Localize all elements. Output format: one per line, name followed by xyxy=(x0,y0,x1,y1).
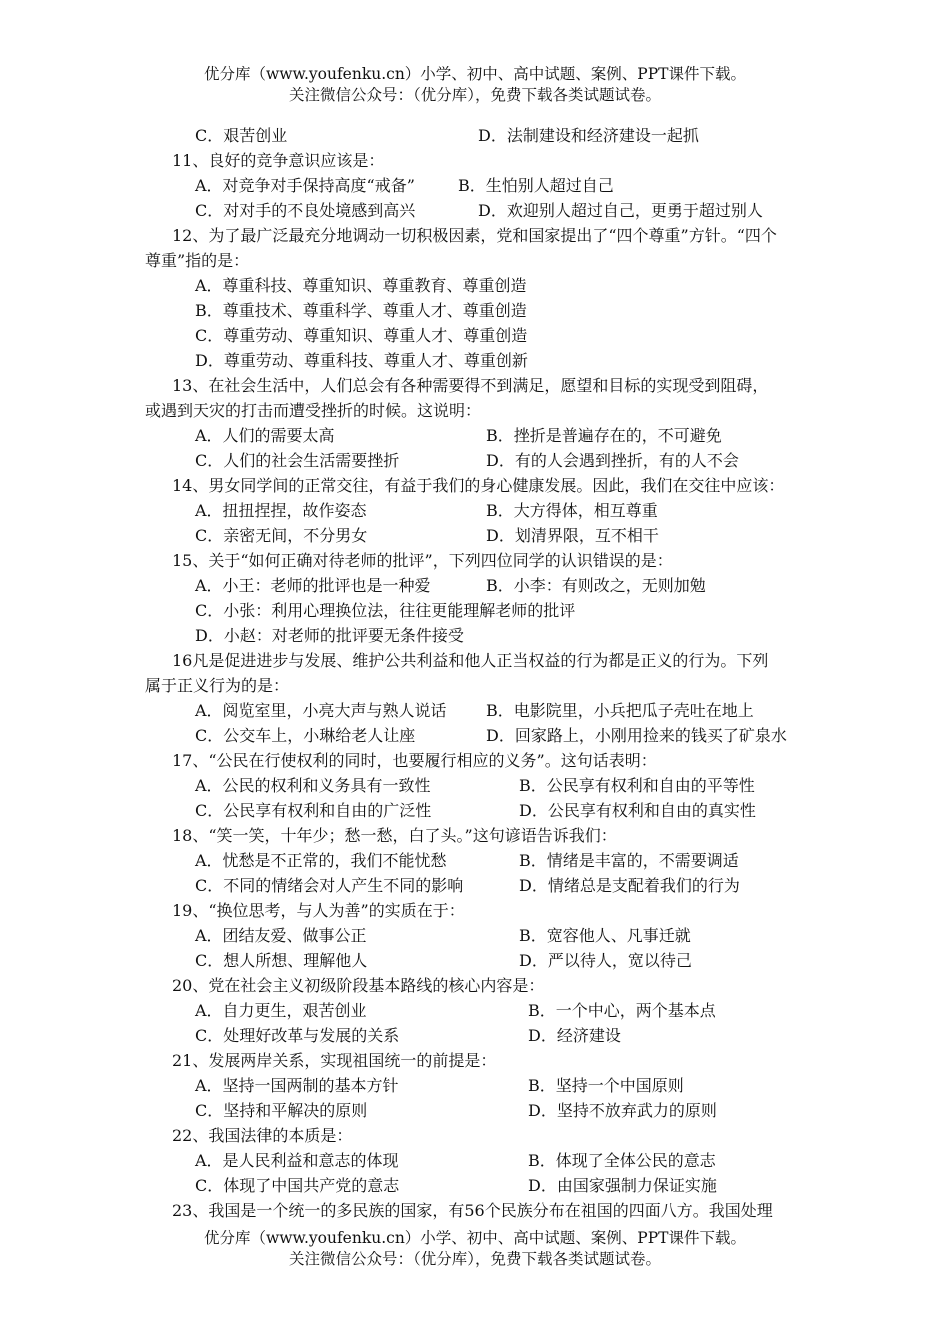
q23-stem-line1: 23、我国是一个统一的多民族的国家，有56个民族分布在祖国的四面八方。我国处理 xyxy=(172,1201,773,1220)
q20-option-a: A．自力更生，艰苦创业 xyxy=(195,1001,367,1020)
q17-option-d: D．公民享有权利和自由的真实性 xyxy=(519,801,756,820)
page-footer-line2: 关注微信公众号：（优分库），免费下载各类试题试卷。 xyxy=(288,1250,661,1268)
q15-option-b: B．小李：有则改之，无则加勉 xyxy=(486,576,706,595)
q17-option-c: C．公民享有权利和自由的广泛性 xyxy=(195,801,432,820)
q14-option-d: D．划清界限，互不相干 xyxy=(486,526,659,545)
q18-option-c: C．不同的情绪会对人产生不同的影响 xyxy=(195,876,464,895)
q11-option-d: D．欢迎别人超过自己，更勇于超过别人 xyxy=(478,201,763,220)
q19-option-a: A．团结友爱、做事公正 xyxy=(195,926,367,945)
q20-option-d: D．经济建设 xyxy=(528,1026,621,1045)
q12-option-d: D．尊重劳动、尊重科技、尊重人才、尊重创新 xyxy=(195,351,528,370)
q15-option-d: D．小赵：对老师的批评要无条件接受 xyxy=(195,626,464,645)
q11-option-c: C．对对手的不良处境感到高兴 xyxy=(195,201,416,220)
q15-option-a: A．小王：老师的批评也是一种爱 xyxy=(195,576,431,595)
q16-stem-line2: 属于正义行为的是： xyxy=(145,676,290,695)
q11-option-b: B．生怕别人超过自己 xyxy=(458,176,614,195)
page-header-line1: 优分库（www.youfenku.cn）小学、初中、高中试题、案例、PPT课件下载。 xyxy=(203,65,747,83)
q19-stem: 19、“换位思考，与人为善”的实质在于： xyxy=(172,901,465,920)
q10-option-c: C．艰苦创业 xyxy=(195,126,288,145)
q21-stem: 21、发展两岸关系，实现祖国统一的前提是： xyxy=(172,1051,497,1070)
q11-option-a: A．对竞争对手保持高度“戒备” xyxy=(195,176,415,195)
q22-stem: 22、我国法律的本质是： xyxy=(172,1126,353,1145)
page-header-line2: 关注微信公众号：（优分库），免费下载各类试题试卷。 xyxy=(288,86,661,104)
page-footer-line1: 优分库（www.youfenku.cn）小学、初中、高中试题、案例、PPT课件下载。 xyxy=(203,1229,747,1247)
q13-option-b: B．挫折是普遍存在的，不可避免 xyxy=(486,426,722,445)
q13-stem-line1: 13、在社会生活中，人们总会有各种需要得不到满足，愿望和目标的实现受到阻碍， xyxy=(172,376,769,395)
q16-option-c: C．公交车上，小琳给老人让座 xyxy=(195,726,416,745)
q14-stem: 14、男女同学间的正常交往，有益于我们的身心健康发展。因此，我们在交往中应该： xyxy=(172,476,785,495)
q17-option-b: B．公民享有权利和自由的平等性 xyxy=(519,776,755,795)
q18-option-a: A．忧愁是不正常的，我们不能忧愁 xyxy=(195,851,447,870)
q16-stem-line1: 16凡是促进进步与发展、维护公共利益和他人正当权益的行为都是正义的行为。下列 xyxy=(172,651,769,670)
q22-option-d: D．由国家强制力保证实施 xyxy=(528,1176,717,1195)
q21-option-d: D．坚持不放弃武力的原则 xyxy=(528,1101,717,1120)
q12-option-b: B．尊重技术、尊重科学、尊重人才、尊重创造 xyxy=(195,301,527,320)
q18-stem: 18、“笑一笑，十年少；愁一愁，白了头。”这句谚语告诉我们： xyxy=(172,826,617,845)
q21-option-b: B．坚持一个中国原则 xyxy=(528,1076,684,1095)
q16-option-d: D．回家路上，小刚用捡来的钱买了矿泉水 xyxy=(486,726,787,745)
q22-option-c: C．体现了中国共产党的意志 xyxy=(195,1176,400,1195)
q14-option-a: A．扭扭捏捏，故作姿态 xyxy=(195,501,367,520)
q14-option-b: B．大方得体，相互尊重 xyxy=(486,501,658,520)
q16-option-b: B．电影院里，小兵把瓜子壳吐在地上 xyxy=(486,701,754,720)
q12-option-a: A．尊重科技、尊重知识、尊重教育、尊重创造 xyxy=(195,276,527,295)
q19-option-c: C．想人所想、理解他人 xyxy=(195,951,368,970)
q18-option-b: B．情绪是丰富的，不需要调适 xyxy=(519,851,739,870)
q15-option-c: C．小张：利用心理换位法，往往更能理解老师的批评 xyxy=(195,601,576,620)
q13-option-d: D．有的人会遇到挫折，有的人不会 xyxy=(486,451,739,470)
q15-stem: 15、关于“如何正确对待老师的批评”，下列四位同学的认识错误的是： xyxy=(172,551,673,570)
q21-option-c: C．坚持和平解决的原则 xyxy=(195,1101,368,1120)
q12-stem-line1: 12、为了最广泛最充分地调动一切积极因素，党和国家提出了“四个尊重”方针。“四个 xyxy=(172,226,777,245)
q19-option-d: D．严以待人，宽以待己 xyxy=(519,951,692,970)
q16-option-a: A．阅览室里，小亮大声与熟人说话 xyxy=(195,701,447,720)
q21-option-a: A．坚持一国两制的基本方针 xyxy=(195,1076,399,1095)
q13-option-c: C．人们的社会生活需要挫折 xyxy=(195,451,400,470)
q17-stem: 17、“公民在行使权利的同时，也要履行相应的义务”。这句话表明： xyxy=(172,751,657,770)
q22-option-b: B．体现了全体公民的意志 xyxy=(528,1151,716,1170)
q10-option-d: D．法制建设和经济建设一起抓 xyxy=(478,126,699,145)
q19-option-b: B．宽容他人、凡事迁就 xyxy=(519,926,691,945)
q11-stem: 11、良好的竞争意识应该是： xyxy=(172,151,385,170)
q22-option-a: A．是人民利益和意志的体现 xyxy=(195,1151,399,1170)
q20-stem: 20、党在社会主义初级阶段基本路线的核心内容是： xyxy=(172,976,545,995)
q13-stem-line2: 或遇到天灾的打击而遭受挫折的时候。这说明： xyxy=(145,401,482,420)
q20-option-c: C．处理好改革与发展的关系 xyxy=(195,1026,400,1045)
q20-option-b: B．一个中心，两个基本点 xyxy=(528,1001,716,1020)
q17-option-a: A．公民的权利和义务具有一致性 xyxy=(195,776,431,795)
q18-option-d: D．情绪总是支配着我们的行为 xyxy=(519,876,740,895)
q12-stem-line2: 尊重”指的是： xyxy=(145,251,250,270)
q14-option-c: C．亲密无间，不分男女 xyxy=(195,526,368,545)
q12-option-c: C．尊重劳动、尊重知识、尊重人才、尊重创造 xyxy=(195,326,528,345)
q13-option-a: A．人们的需要太高 xyxy=(195,426,335,445)
